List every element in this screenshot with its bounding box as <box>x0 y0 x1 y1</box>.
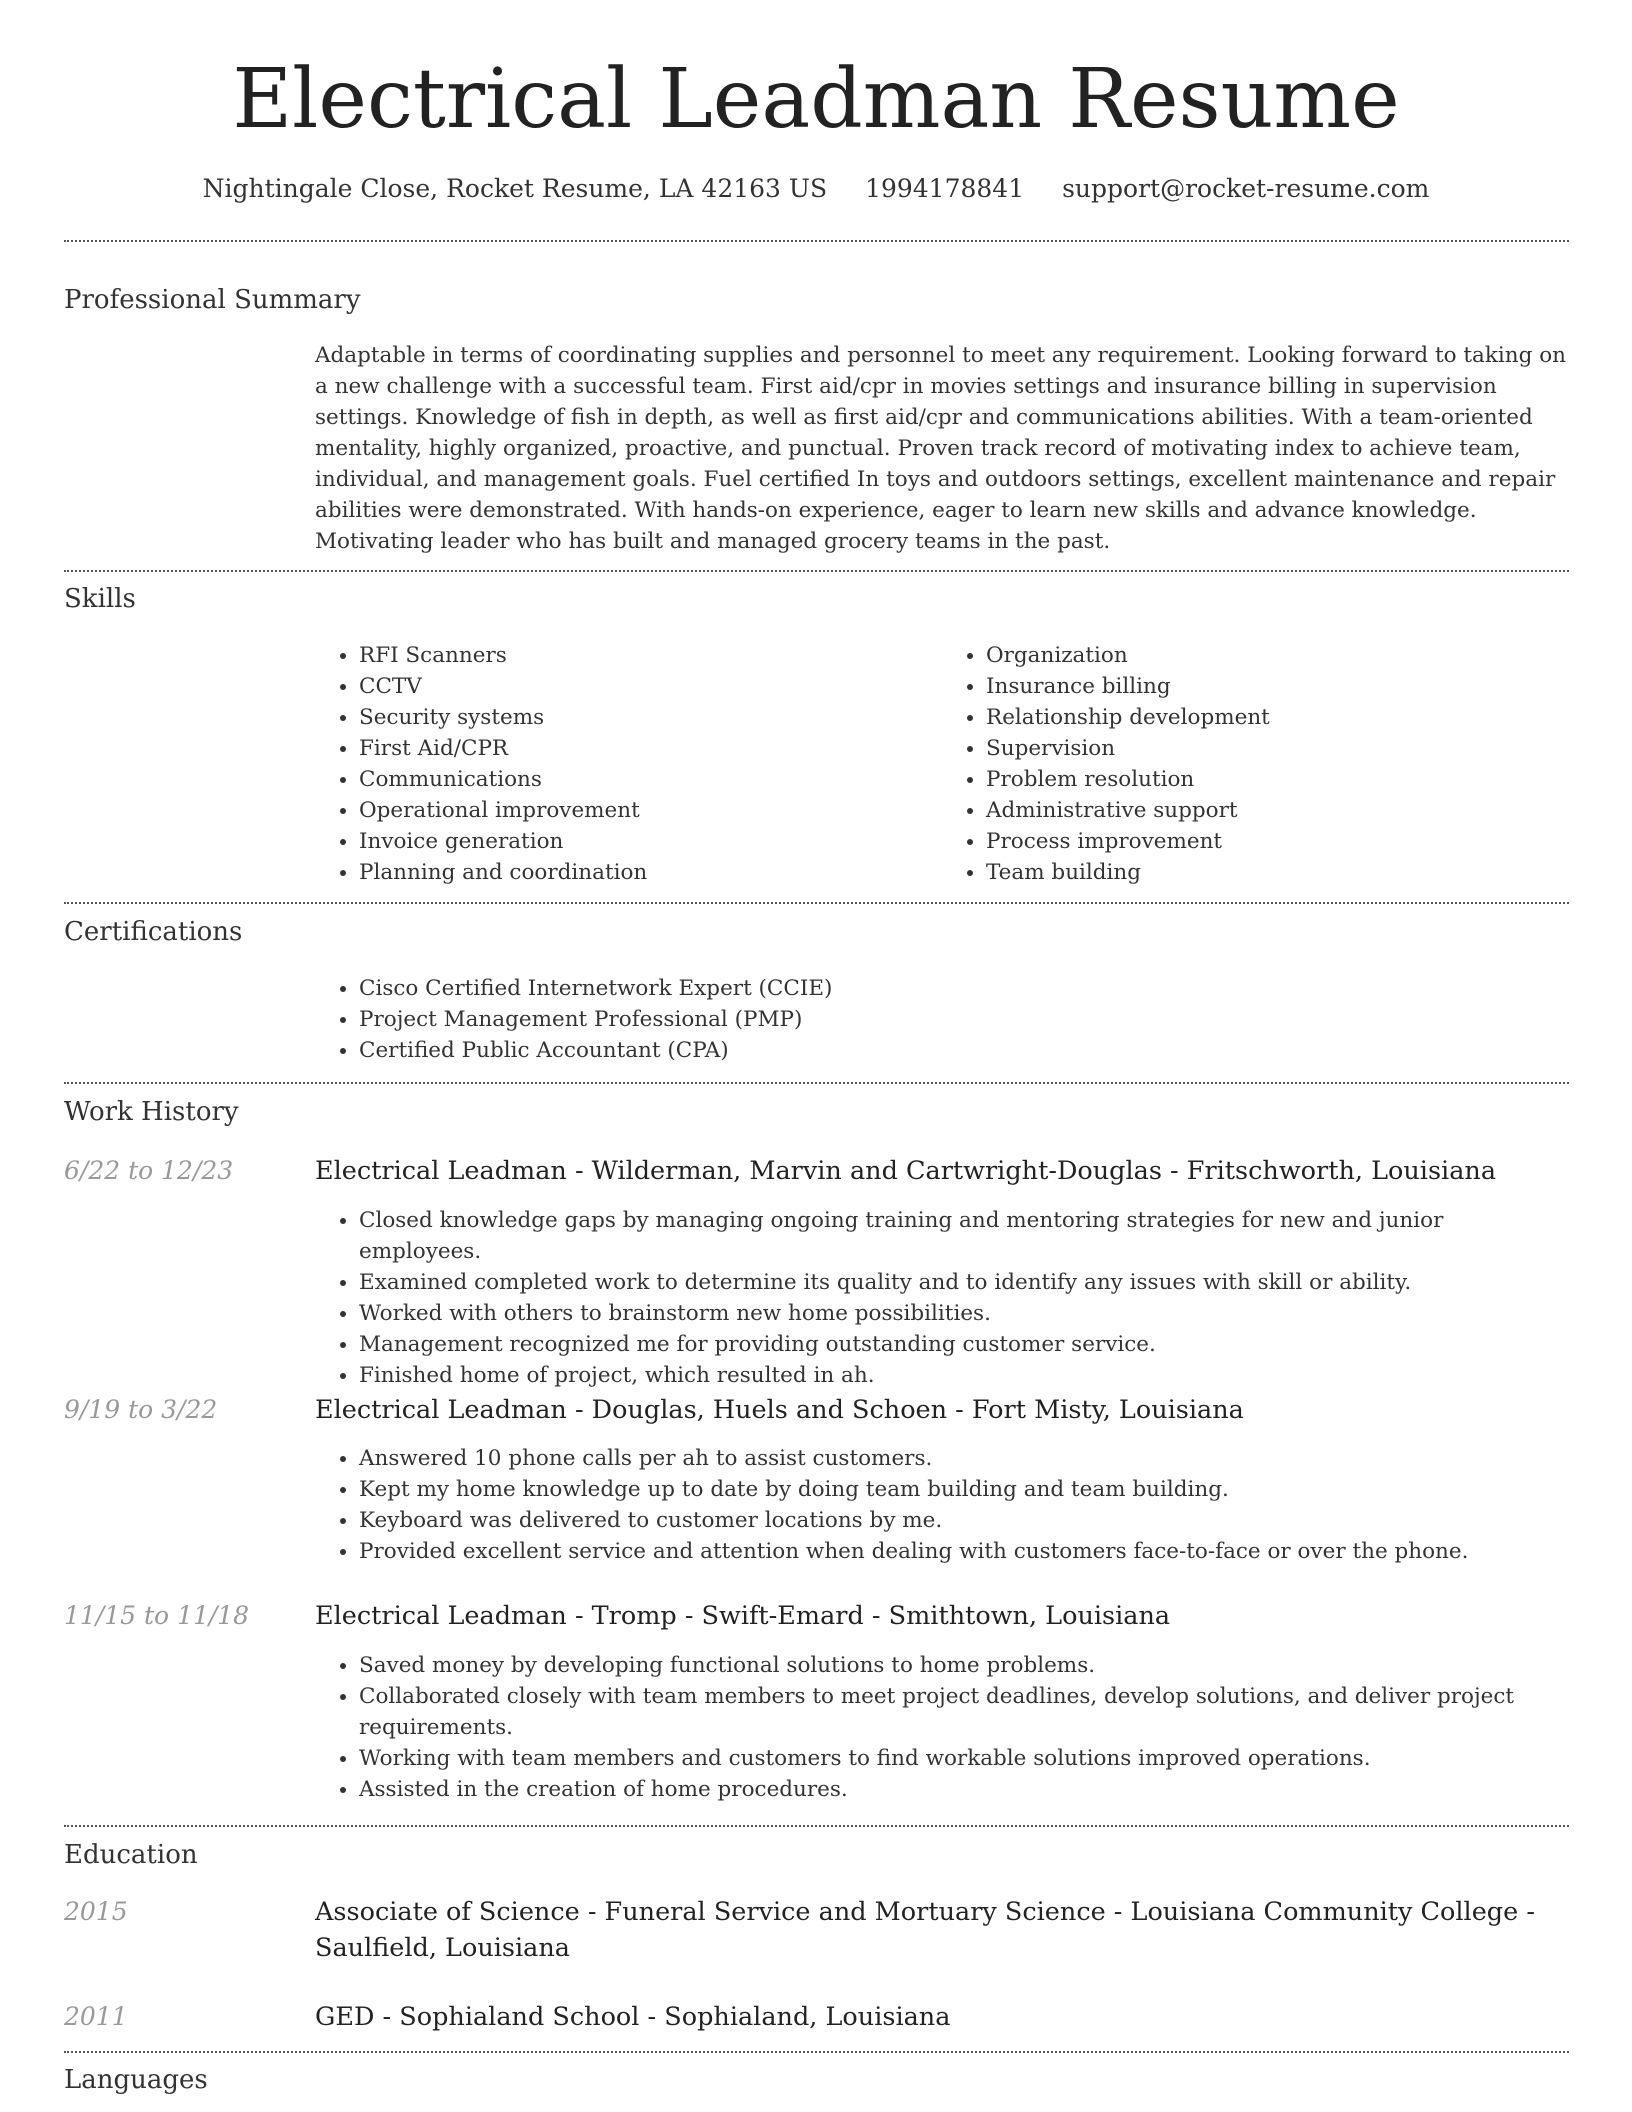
job-dates: 9/19 to 3/22 <box>64 1395 218 1424</box>
education-year: 2015 <box>64 1897 128 1926</box>
section-divider <box>64 902 1569 904</box>
section-divider <box>64 1082 1569 1084</box>
job-bullet: • Closed knowledge gaps by managing ongoing training and mentoring strategies for new and junior employees. <box>359 1205 1569 1267</box>
contact-line <box>0 172 1632 206</box>
job-bullets <box>315 1443 1569 1567</box>
certification-item: • Cisco Certified Internetwork Expert (CCIE) <box>359 973 1569 1004</box>
certification-item: • Project Management Professional (PMP) <box>359 1004 1569 1035</box>
skill-item: • Communications <box>359 764 942 795</box>
skill-item: • CCTV <box>359 671 942 702</box>
summary-section <box>315 340 1569 557</box>
skill-item: • Operational improvement <box>359 795 942 826</box>
section-divider <box>64 1825 1569 1827</box>
skill-item: • Security systems <box>359 702 942 733</box>
job-bullet: • Assisted in the creation of home procedures. <box>359 1774 1569 1805</box>
skill-item: • Relationship development <box>986 702 1569 733</box>
email-text: support@rocket-resume.com <box>1062 174 1430 203</box>
job-bullet: • Kept my home knowledge up to date by doing team building and team building. <box>359 1474 1569 1505</box>
job-bullets <box>315 1650 1569 1805</box>
education-entry: Associate of Science - Funeral Service and Mortuary Science - Louisiana Community College - Saulfield, Louisiana <box>315 1897 1535 1963</box>
certification-item: • Certified Public Accountant (CPA) <box>359 1035 1569 1066</box>
job-dates: 11/15 to 11/18 <box>64 1601 250 1630</box>
job-bullet: • Saved money by developing functional solutions to home problems. <box>359 1650 1569 1681</box>
skill-item: • Organization <box>986 640 1569 671</box>
skill-item: • First Aid/CPR <box>359 733 942 764</box>
job-title: Electrical Leadman - Tromp - Swift-Emard - Smithtown, Louisiana <box>315 1601 1171 1631</box>
job-bullet: • Collaborated closely with team members to meet project deadlines, develop solutions, and deliver project requirements. <box>359 1681 1569 1743</box>
summary-heading: Professional Summary <box>64 285 361 315</box>
education-year: 2011 <box>64 2002 128 2031</box>
job-bullet: • Examined completed work to determine its quality and to identify any issues with skill or ability. <box>359 1267 1569 1298</box>
job-bullet: • Working with team members and customers to find workable solutions improved operations. <box>359 1743 1569 1774</box>
skill-item: • Administrative support <box>986 795 1569 826</box>
certifications-heading: Certifications <box>64 917 243 947</box>
resume-title: Electrical Leadman Resume <box>232 52 1400 147</box>
skill-item: • Team building <box>986 857 1569 888</box>
certifications-list <box>315 973 1569 1066</box>
job-title: Electrical Leadman - Douglas, Huels and Schoen - Fort Misty, Louisiana <box>315 1395 1244 1425</box>
skill-item: • RFI Scanners <box>359 640 942 671</box>
job-bullet: • Provided excellent service and attention when dealing with customers face-to-face or over the phone. <box>359 1536 1569 1567</box>
job-bullets <box>315 1205 1569 1391</box>
job-dates: 6/22 to 12/23 <box>64 1156 234 1185</box>
summary-text: Adaptable in terms of coordinating supplies and personnel to meet any requirement. Looking forward to taking on a new challenge with a successful team. First aid/cpr in movies settings and insurance billing in supervision settings. Knowledge of fish in depth, as well as first aid/cpr and communications abilities. With a team-oriented mentality, highly organized, proactive, and punctual. Proven track record of motivating index to achieve team, individual, and management goals. Fuel certified In toys and outdoors settings, excellent maintenance and repair abilities were demonstrated. With hands-on experience, eager to learn new skills and advance knowledge. Motivating leader who has built and managed grocery teams in the past. <box>315 343 1566 554</box>
job-title: Electrical Leadman - Wilderman, Marvin and Cartwright-Douglas - Fritschworth, Louisiana <box>315 1156 1497 1186</box>
section-divider <box>64 2051 1569 2053</box>
work-history-heading: Work History <box>64 1097 239 1127</box>
phone-text: 1994178841 <box>865 174 1025 203</box>
address-text: Nightingale Close, Rocket Resume, LA 42163 US <box>202 174 828 203</box>
section-divider <box>64 570 1569 572</box>
education-entry: GED - Sophialand School - Sophialand, Louisiana <box>315 2002 951 2032</box>
education-heading: Education <box>64 1840 198 1870</box>
skill-item: • Process improvement <box>986 826 1569 857</box>
skill-item: • Problem resolution <box>986 764 1569 795</box>
job-bullet: • Worked with others to brainstorm new home possibilities. <box>359 1298 1569 1329</box>
job-bullet: • Finished home of project, which resulted in ah. <box>359 1360 1569 1391</box>
skills-list <box>315 640 1569 888</box>
skills-column-right <box>942 640 1569 888</box>
skills-column-left <box>315 640 942 888</box>
job-bullet: • Keyboard was delivered to customer locations by me. <box>359 1505 1569 1536</box>
skill-item: • Supervision <box>986 733 1569 764</box>
section-divider <box>64 240 1569 242</box>
skills-heading: Skills <box>64 584 136 614</box>
job-bullet: • Management recognized me for providing outstanding customer service. <box>359 1329 1569 1360</box>
job-bullet: • Answered 10 phone calls per ah to assist customers. <box>359 1443 1569 1474</box>
skill-item: • Invoice generation <box>359 826 942 857</box>
languages-heading: Languages <box>64 2065 208 2095</box>
skill-item: • Planning and coordination <box>359 857 942 888</box>
skill-item: • Insurance billing <box>986 671 1569 702</box>
